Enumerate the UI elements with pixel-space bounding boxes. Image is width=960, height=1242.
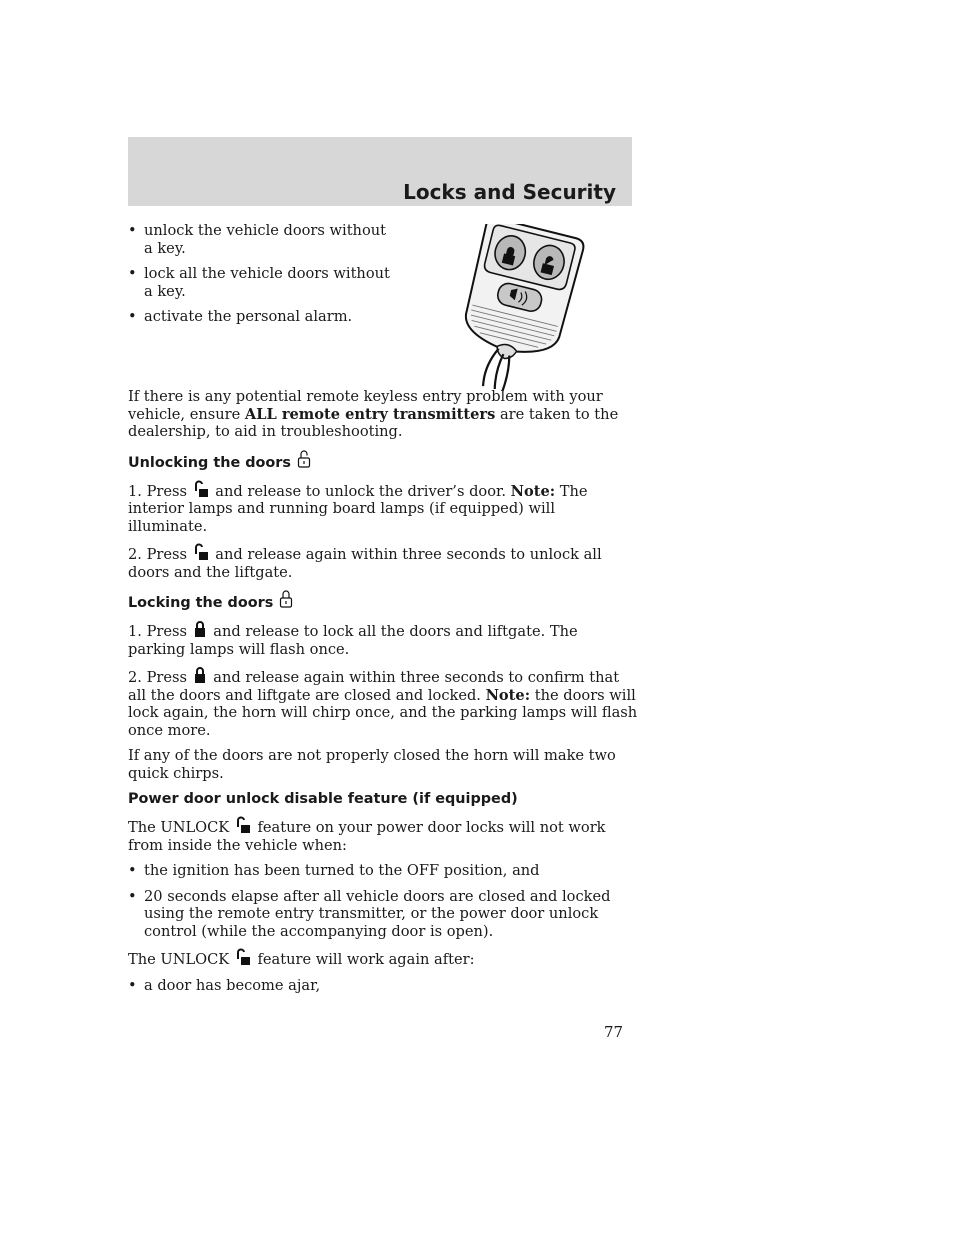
lock-step-2: 2. Press and release again within three seconds to confirm that all the doors and liftgate are closed and locked. Note: the doors will lock again, the horn will chirp once, and the parking lamps will flash once more. <box>128 666 638 739</box>
unlock-again-intro: The UNLOCK feature will work again after: <box>128 948 638 969</box>
list-item: • unlock the vehicle doors without a key. <box>128 222 398 257</box>
list-item: • lock all the vehicle doors without a key. <box>128 265 398 300</box>
two-chirps-note: If any of the doors are not properly closed the horn will make two quick chirps. <box>128 747 616 782</box>
unlock-again-list <box>128 977 638 995</box>
unlock-icon <box>235 948 251 966</box>
header-band <box>128 137 632 206</box>
list-item: • 20 seconds elapse after all vehicle doors are closed and locked using the remote entry transmitter, or the power door unlock control (while the accompanying door is open). <box>128 888 638 941</box>
heading-unlock-disable: Power door unlock disable feature (if equipped) <box>128 791 518 807</box>
disable-intro: The UNLOCK feature on your power door locks will not work from inside the vehicle when: <box>128 816 638 854</box>
disable-conditions-list <box>128 862 638 940</box>
lock-icon <box>193 620 207 638</box>
locked-padlock-icon <box>279 589 293 609</box>
lock-icon <box>193 666 207 684</box>
unlocked-padlock-icon <box>297 449 311 469</box>
page-number: 77 <box>604 1023 624 1041</box>
list-item: • activate the personal alarm. <box>128 308 398 326</box>
heading-unlocking-doors: Unlocking the doors <box>128 449 638 472</box>
intro-bullet-list <box>128 222 398 388</box>
section-title: Locks and Security <box>403 180 616 204</box>
unlock-icon <box>193 480 209 498</box>
troubleshooting-note: If there is any potential remote keyless entry problem with your vehicle, ensure ALL remote entry transmitters are taken to the dealership, to aid in troubleshooting. <box>128 388 619 440</box>
lock-step-1: 1. Press and release to lock all the doors and liftgate. The parking lamps will flash once. <box>128 620 638 658</box>
unlock-icon <box>235 816 251 834</box>
unlock-icon <box>193 543 209 561</box>
page-content <box>128 222 638 1002</box>
list-item: • the ignition has been turned to the OFF position, and <box>128 862 638 880</box>
unlock-step-2: 2. Press and release again within three seconds to unlock all doors and the liftgate. <box>128 543 638 581</box>
heading-locking-doors: Locking the doors <box>128 589 638 612</box>
list-item: • a door has become ajar, <box>128 977 638 995</box>
unlock-step-1: 1. Press and release to unlock the driver’s door. Note: The interior lamps and running board lamps (if equipped) will illuminate. <box>128 480 638 536</box>
